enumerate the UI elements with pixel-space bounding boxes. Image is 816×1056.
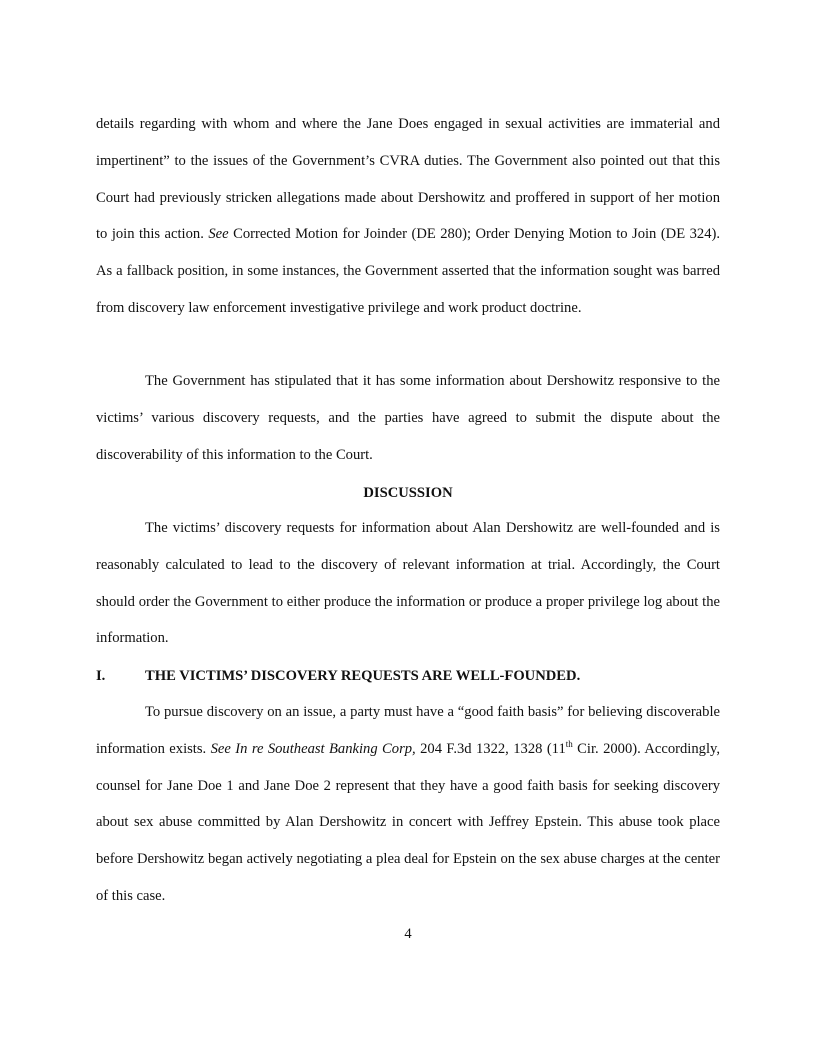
discussion-heading: DISCUSSION bbox=[363, 485, 453, 501]
paragraph-government-objections bbox=[96, 106, 720, 327]
paragraph-stipulation: The Government has stipulated that it has some information about Dershowitz responsive to the victims’ various discovery requests, and the parties have agreed to submit the dispute about the discoverability of this information to the Court. bbox=[96, 373, 720, 463]
section-heading bbox=[96, 666, 720, 686]
paragraph-discussion-intro: The victims’ discovery requests for information about Alan Dershowitz are well-founded and is reasonably calculated to lead to the discovery of relevant information at trial. Accordingly, the Court should order the Government to either produce the information or produce a proper privilege log about the information. bbox=[96, 520, 720, 647]
case-citation: See In re Southeast Banking Corp, bbox=[210, 740, 416, 757]
citation-signal: See bbox=[208, 226, 229, 243]
paragraph-text: details regarding with whom and where the Jane Does engaged in sexual activities are immaterial and impertinent” to the issues of the Government’s CVRA duties. The Government also pointed out that this Court had previously stricken allegations made about Dershowitz and proffered in support of her motion to join this action. bbox=[96, 116, 720, 243]
section-number: I. bbox=[96, 668, 106, 684]
page-number: 4 bbox=[404, 926, 412, 942]
paragraph-text: To pursue discovery on an issue, a party must have a “good faith basis” for believing discoverable information exists. bbox=[96, 704, 720, 757]
paragraph-text: Cir. 2000). Accordingly, counsel for Jane Doe 1 and Jane Doe 2 represent that they have a good faith basis for seeking discovery about sex abuse committed by Alan Dershowitz in concert with Jeffrey Epstein. This abuse took place before Dershowitz began actively negotiating a plea deal for Epstein on the sex abuse charges at the center of this case. bbox=[96, 740, 721, 904]
ordinal-superscript: th bbox=[565, 738, 573, 749]
section-title: THE VICTIMS’ DISCOVERY REQUESTS ARE WELL-FOUNDED. bbox=[145, 668, 581, 684]
paragraph-text: Corrected Motion for Joinder (DE 280); Order Denying Motion to Join (DE 324). As a fallback position, in some instances, the Government asserted that the information sought was barred from discovery law enforcement investigative privilege and work product doctrine. bbox=[96, 226, 720, 316]
paragraph-good-faith-basis bbox=[96, 694, 720, 915]
paragraph-text: 204 F.3d 1322, 1328 (11 bbox=[415, 740, 566, 757]
